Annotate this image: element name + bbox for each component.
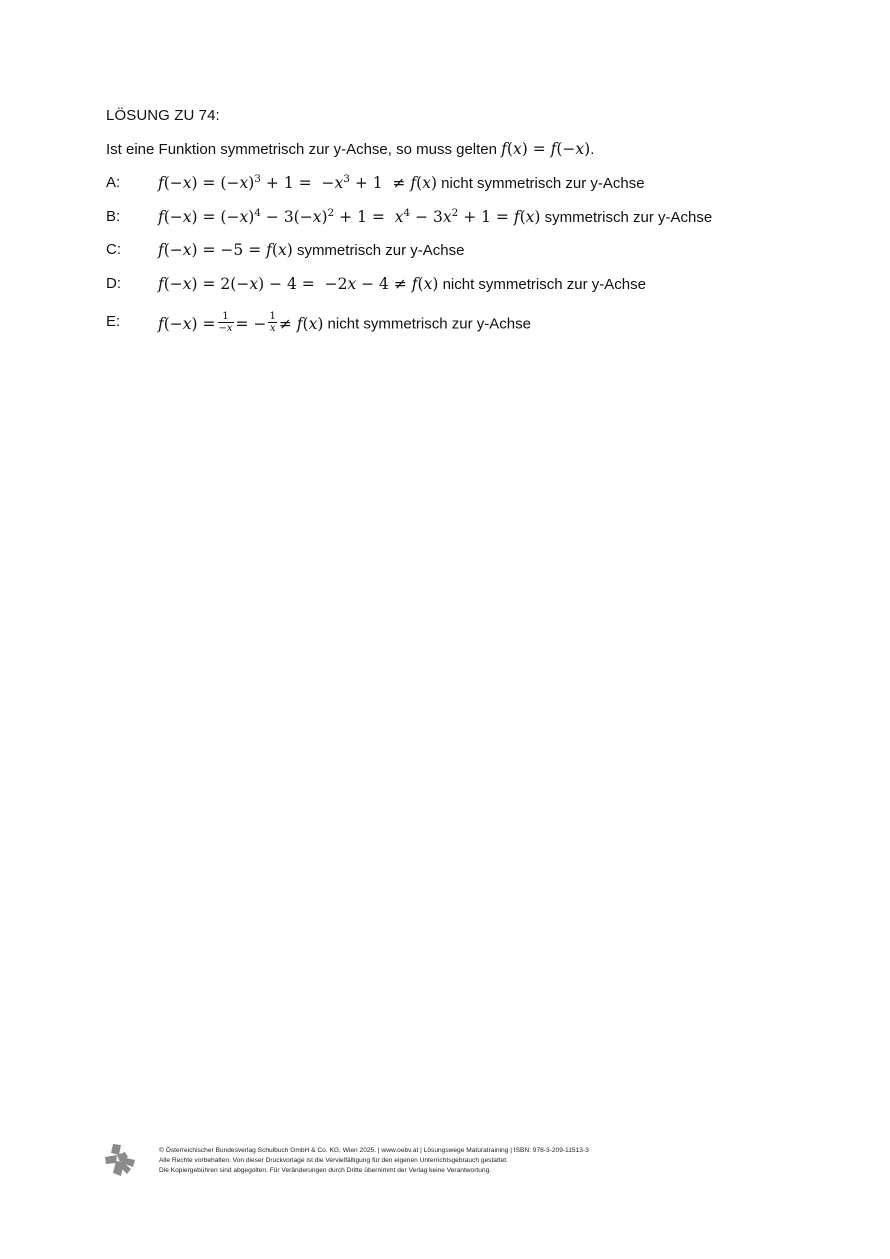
item-a-formula: $f(-x) = (-x)^3 + 1 = -x^3 + 1 \ne f(x)$: [158, 173, 437, 192]
symmetry-condition-formula: f(x) = f(−x): [501, 140, 591, 158]
footer: [104, 1143, 804, 1183]
item-b-label: B:: [106, 208, 121, 225]
item-e-formula: f(−x) = $\frac{1}{-x}$ = − $\frac{1}{x}$ ≠ f(x): [158, 311, 324, 334]
item-d-label: D:: [106, 275, 121, 292]
intro-text: Ist eine Funktion symmetrisch zur y-Achse, so muss gelten: [106, 141, 497, 158]
item-c-conclusion: symmetrisch zur y-Achse: [296, 242, 465, 259]
footer-copyright-line: © Österreichischer Bundesverlag Schulbuch GmbH & Co. KG, Wien 2025. | www.oebv.at | Lösungswege Maturatraining | ISBN: 978-3-209-11513-3: [159, 1147, 589, 1154]
item-e-conclusion: nicht symmetrisch zur y-Achse: [327, 315, 531, 333]
oebv-logo-icon: [104, 1143, 136, 1177]
intro-end: .: [590, 141, 595, 158]
item-a-label: A:: [106, 174, 121, 191]
fraction-one-over-x: $\frac{1}{x}$: [269, 311, 276, 334]
item-b-conclusion: symmetrisch zur y-Achse: [544, 209, 713, 226]
footer-fees-line: Die Kopiergebühren sind abgegolten. Für Veränderungen durch Dritte übernimmt der Verlag keine Verantwortung.: [159, 1167, 492, 1175]
intro-line: [106, 140, 594, 158]
item-a-conclusion: nicht symmetrisch zur y-Achse: [441, 175, 645, 192]
fraction-one-over-minus-x: $\frac{1}{-x}$: [218, 311, 233, 334]
footer-rights-line: Alle Rechte vorbehalten. Von dieser Druckvorlage ist die Vervielfältigung für den eigenen Unterrichtsgebrauch gestattet.: [159, 1157, 508, 1165]
solution-heading: LÖSUNG ZU 74:: [106, 107, 220, 124]
item-c-formula: f(−x) = −5 = f(x): [158, 241, 293, 259]
item-d-formula: f(−x) = 2(−x) − 4 = −2x − 4 ≠ f(x): [158, 275, 439, 293]
item-e-label: E:: [106, 313, 121, 330]
footer-text: [159, 1146, 589, 1177]
item-b-formula: $f(-x) = (-x)^4 - 3(-x)^2 + 1 = x^4 - 3x^2 + 1 = f(x)$: [158, 207, 541, 226]
item-c-label: C:: [106, 241, 121, 258]
item-d-conclusion: nicht symmetrisch zur y-Achse: [442, 276, 646, 293]
